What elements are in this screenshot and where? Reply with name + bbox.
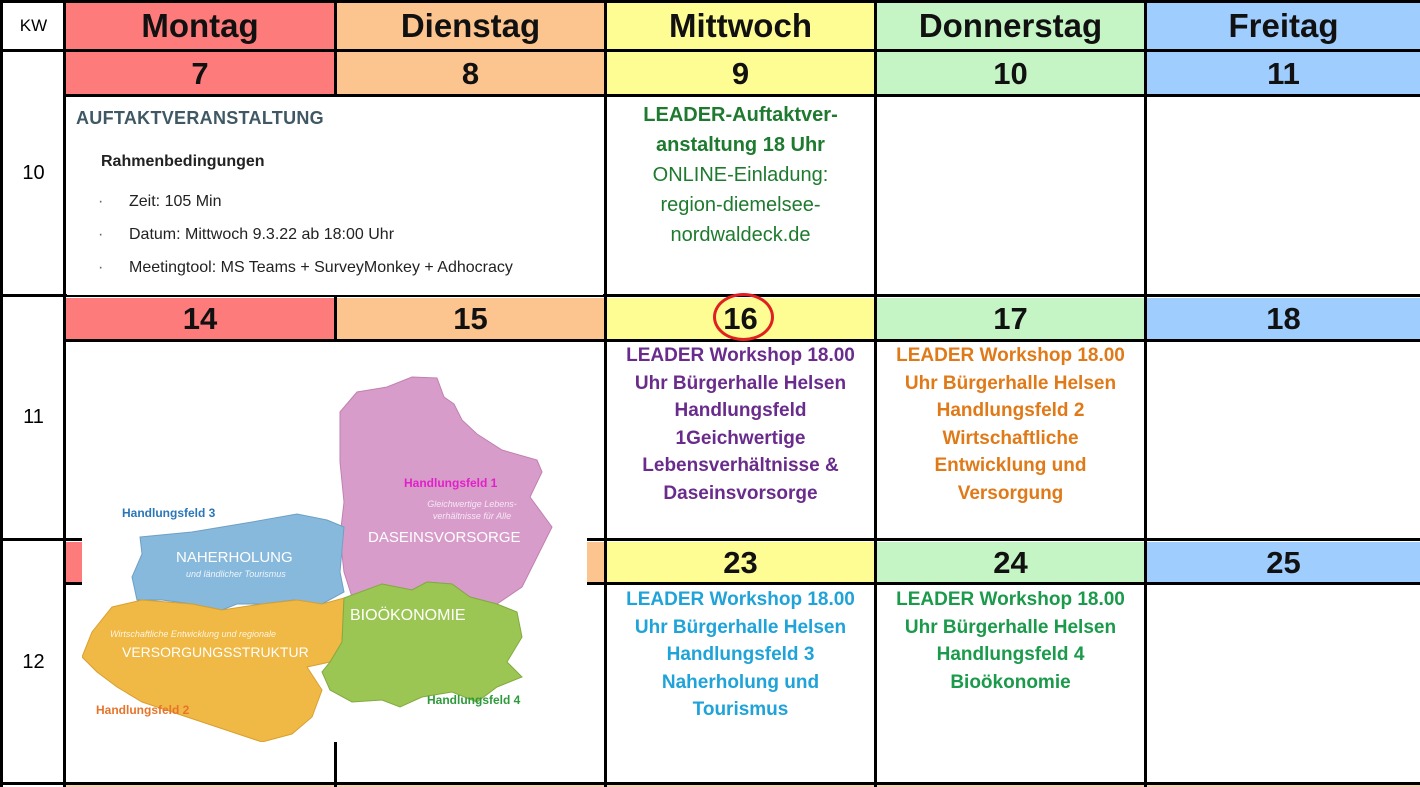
event-line: 1Geichwertige	[675, 427, 806, 449]
auftakt-bullet: · Datum: Mittwoch 9.3.22 ab 18:00 Uhr	[101, 226, 394, 244]
date-cell-mittwoch: 23	[607, 542, 874, 583]
date-cell-mittwoch: 9	[607, 52, 874, 95]
event-line: LEADER-Auftaktver-	[643, 104, 838, 126]
event-line: Bioökonomie	[950, 671, 1071, 693]
event-line: Handlungsfeld	[674, 400, 807, 421]
map-title-hf4: BIOÖKONOMIE	[350, 607, 466, 624]
grid-line	[0, 0, 1420, 3]
event-line: Uhr Bürgerhalle Helsen	[904, 372, 1117, 394]
date-cell-dienstag: 8	[337, 52, 604, 95]
day-header-dienstag: Dienstag	[337, 3, 604, 49]
event-workshop-hf4	[877, 586, 1144, 780]
map-sub-hf2: Wirtschaftliche Entwicklung und regionale	[110, 629, 277, 639]
date-cell-freitag: 25	[1147, 542, 1420, 583]
event-line: Handlungsfeld 2	[936, 400, 1085, 421]
date-cell-montag: 7	[66, 52, 334, 95]
day-header-donnerstag: Donnerstag	[877, 3, 1144, 49]
date-cell-donnerstag: 17	[877, 298, 1144, 340]
grid-line	[1144, 0, 1147, 787]
event-line: Daseinsvorsorge	[663, 482, 818, 504]
map-region-hf1	[340, 377, 552, 604]
date-cell-dienstag: 15	[337, 298, 604, 340]
event-line: Versorgung	[957, 482, 1064, 504]
date-cell-mittwoch: 16	[607, 298, 874, 340]
week-number: 11	[23, 406, 44, 428]
map-title-hf2: VERSORGUNGSSTRUKTUR	[122, 644, 309, 660]
map-region-hf2	[82, 598, 344, 742]
grid-line	[0, 0, 3, 787]
event-line: Entwicklung und	[934, 455, 1087, 476]
map-label-hf3: Handlungsfeld 3	[122, 506, 216, 520]
map-sub-hf1: Gleichwertige Lebens-	[427, 499, 517, 509]
event-line: Wirtschaftliche	[942, 427, 1079, 449]
event-line: Uhr Bürgerhalle Helsen	[634, 616, 847, 638]
event-line: Tourismus	[692, 699, 789, 720]
grid-line	[0, 49, 1420, 52]
map-sub-hf3: und ländlicher Tourismus	[186, 569, 286, 579]
event-line: ONLINE-Einladung:	[652, 164, 829, 186]
today-highlight-circle	[713, 293, 774, 341]
grid-line	[63, 0, 66, 787]
event-line: LEADER Workshop 18.00	[626, 589, 855, 610]
handlungsfelder-map-image	[82, 342, 587, 742]
event-line: region-diemelsee-	[660, 194, 821, 216]
event-line: LEADER Workshop 18.00	[626, 345, 855, 366]
auftakt-heading: AUFTAKTVERANSTALTUNG	[76, 108, 324, 128]
map-sub2-hf1: verhältnisse für Alle	[432, 511, 512, 521]
event-line: Lebensverhältnisse &	[642, 455, 839, 476]
date-cell-donnerstag: 10	[877, 52, 1144, 95]
auftakt-info-image	[67, 97, 603, 295]
kw-header: KW	[19, 16, 48, 35]
map-label-hf4: Handlungsfeld 4	[427, 693, 521, 707]
event-line: Uhr Bürgerhalle Helsen	[634, 372, 847, 394]
day-header-mittwoch: Mittwoch	[607, 3, 874, 49]
map-title-hf1: DASEINSVORSORGE	[368, 529, 521, 546]
event-workshop-hf2	[877, 342, 1144, 536]
date-cell-montag: 14	[66, 298, 334, 340]
week-number: 12	[22, 650, 45, 673]
week-number: 10	[22, 162, 45, 184]
auftakt-subheading: Rahmenbedingungen	[101, 153, 265, 170]
event-line: LEADER Workshop 18.00	[896, 345, 1125, 366]
event-line: Naherholung und	[661, 671, 820, 693]
event-line: LEADER Workshop 18.00	[896, 589, 1125, 610]
map-label-hf2: Handlungsfeld 2	[96, 703, 190, 717]
event-auftakt-mittwoch	[607, 99, 874, 293]
event-line: Handlungsfeld 4	[936, 644, 1085, 665]
date-cell-freitag: 18	[1147, 298, 1420, 340]
map-title-hf3: NAHERHOLUNG	[176, 549, 293, 566]
event-line: anstaltung 18 Uhr	[656, 134, 825, 156]
event-line: Handlungsfeld 3	[666, 644, 815, 665]
day-header-freitag: Freitag	[1147, 3, 1420, 49]
grid-line	[0, 782, 1420, 785]
event-line: nordwaldeck.de	[670, 224, 811, 246]
date-cell-freitag: 11	[1147, 52, 1420, 95]
event-workshop-hf3	[607, 586, 874, 780]
event-line: Uhr Bürgerhalle Helsen	[904, 616, 1117, 638]
date-cell-donnerstag: 24	[877, 542, 1144, 583]
auftakt-bullet: · Meetingtool: MS Teams + SurveyMonkey + Adhocracy	[101, 259, 513, 277]
day-header-montag: Montag	[66, 3, 334, 49]
event-workshop-hf1	[607, 342, 874, 536]
map-label-hf1: Handlungsfeld 1	[404, 476, 498, 490]
auftakt-bullet: · Zeit: 105 Min	[101, 193, 221, 211]
